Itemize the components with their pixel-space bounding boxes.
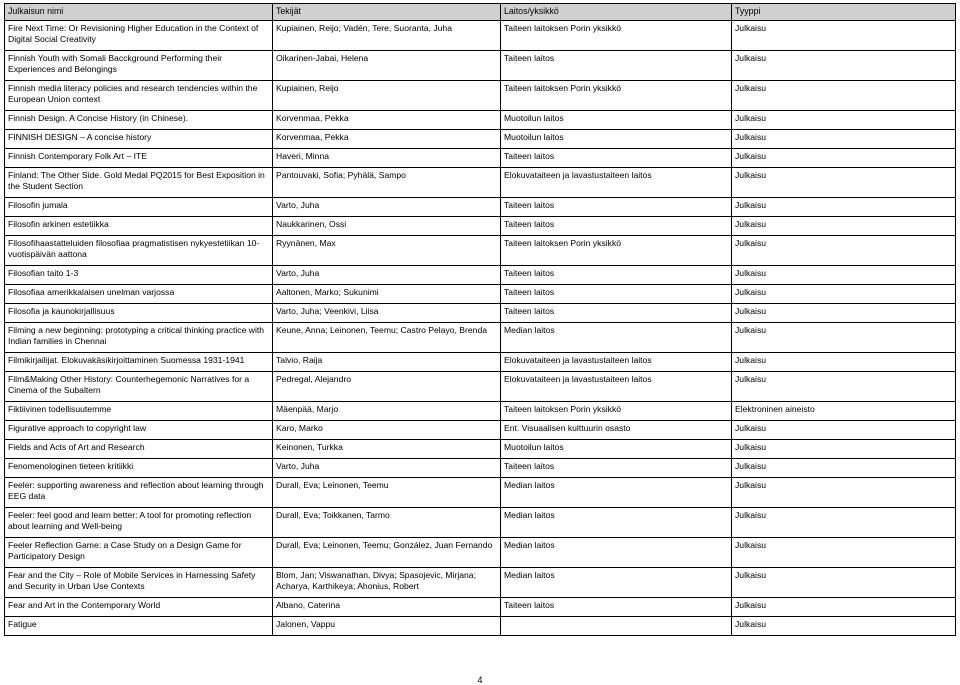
cell-authors: Kupiainen, Reijo [273, 81, 501, 111]
cell-type: Julkaisu [732, 440, 956, 459]
cell-department: Taiteen laitos [501, 198, 732, 217]
cell-authors: Varto, Juha [273, 198, 501, 217]
cell-department: Elokuvataiteen ja lavastustaiteen laitos [501, 372, 732, 402]
header-authors: Tekijät [273, 4, 501, 21]
cell-authors: Talvio, Raija [273, 353, 501, 372]
table-row [5, 538, 956, 568]
cell-authors: Durall, Eva; Leinonen, Teemu [273, 478, 501, 508]
cell-type: Julkaisu [732, 236, 956, 266]
cell-type: Julkaisu [732, 372, 956, 402]
cell-type: Julkaisu [732, 130, 956, 149]
header-title: Julkaisun nimi [5, 4, 273, 21]
cell-department: Taiteen laitoksen Porin yksikkö [501, 236, 732, 266]
cell-authors: Varto, Juha [273, 266, 501, 285]
cell-type: Julkaisu [732, 285, 956, 304]
table-row [5, 459, 956, 478]
table-row [5, 217, 956, 236]
table-row [5, 266, 956, 285]
cell-type: Julkaisu [732, 421, 956, 440]
cell-department: Taiteen laitos [501, 266, 732, 285]
table-row [5, 130, 956, 149]
cell-department: Taiteen laitos [501, 459, 732, 478]
cell-department: Taiteen laitos [501, 304, 732, 323]
cell-department: Elokuvataiteen ja lavastustaiteen laitos [501, 353, 732, 372]
table-row [5, 421, 956, 440]
table-row [5, 168, 956, 198]
cell-type: Elektroninen aineisto [732, 402, 956, 421]
cell-authors: Varto, Juha; Veenkivi, Liisa [273, 304, 501, 323]
cell-type: Julkaisu [732, 568, 956, 598]
cell-department: Median laitos [501, 568, 732, 598]
cell-type: Julkaisu [732, 168, 956, 198]
cell-authors: Mäenpää, Marjo [273, 402, 501, 421]
header-department: Laitos/yksikkö [501, 4, 732, 21]
cell-title: Fenomenologinen tieteen kritiikki [5, 459, 273, 478]
cell-authors: Karo, Marko [273, 421, 501, 440]
cell-title: Fields and Acts of Art and Research [5, 440, 273, 459]
cell-authors: Keune, Anna; Leinonen, Teemu; Castro Pelayo, Brenda [273, 323, 501, 353]
cell-department: Median laitos [501, 508, 732, 538]
table-row [5, 478, 956, 508]
table-row [5, 81, 956, 111]
cell-title: Fire Next Time: Or Revisioning Higher Education in the Context of Digital Social Creativity [5, 21, 273, 51]
cell-type: Julkaisu [732, 353, 956, 372]
cell-authors: Varto, Juha [273, 459, 501, 478]
cell-department: Elokuvataiteen ja lavastustaiteen laitos [501, 168, 732, 198]
cell-title: Finnish Youth with Somali Bacckground Performing their Experiences and Belongings [5, 51, 273, 81]
cell-department: Taiteen laitos [501, 51, 732, 81]
cell-authors: Durall, Eva; Leinonen, Teemu; González, Juan Fernando [273, 538, 501, 568]
cell-title: Finland: The Other Side. Gold Medal PQ2015 for Best Exposition in the Student Section [5, 168, 273, 198]
table-header [5, 4, 956, 21]
cell-type: Julkaisu [732, 149, 956, 168]
cell-type: Julkaisu [732, 198, 956, 217]
cell-department: Ent. Visuaalisen kulttuurin osasto [501, 421, 732, 440]
cell-type: Julkaisu [732, 459, 956, 478]
cell-type: Julkaisu [732, 21, 956, 51]
cell-type: Julkaisu [732, 81, 956, 111]
cell-authors: Pantouvaki, Sofia; Pyhälä, Sampo [273, 168, 501, 198]
cell-department: Muotoilun laitos [501, 111, 732, 130]
cell-title: Fear and the City – Role of Mobile Services in Harnessing Safety and Security in Urban Use Contexts [5, 568, 273, 598]
cell-title: Filosofin jumala [5, 198, 273, 217]
table-row [5, 51, 956, 81]
cell-title: Feeler Reflection Game: a Case Study on a Design Game for Participatory Design [5, 538, 273, 568]
cell-department: Median laitos [501, 323, 732, 353]
cell-department: Taiteen laitos [501, 598, 732, 617]
cell-title: Finnish Design. A Concise History (in Chinese). [5, 111, 273, 130]
publications-table [4, 3, 956, 636]
cell-type: Julkaisu [732, 508, 956, 538]
cell-department: Median laitos [501, 478, 732, 508]
cell-department: Taiteen laitoksen Porin yksikkö [501, 402, 732, 421]
cell-department: Taiteen laitoksen Porin yksikkö [501, 21, 732, 51]
cell-title: Filosofin arkinen estetiikka [5, 217, 273, 236]
cell-type: Julkaisu [732, 323, 956, 353]
table-row [5, 440, 956, 459]
table-row [5, 323, 956, 353]
table-row [5, 236, 956, 266]
cell-authors: Aaltonen, Marko; Sukunimi [273, 285, 501, 304]
table-row [5, 353, 956, 372]
cell-department [501, 617, 732, 636]
table-row [5, 568, 956, 598]
cell-title: Fatigue [5, 617, 273, 636]
cell-type: Julkaisu [732, 266, 956, 285]
table-row [5, 372, 956, 402]
cell-department: Muotoilun laitos [501, 130, 732, 149]
cell-department: Taiteen laitos [501, 149, 732, 168]
cell-title: Filming a new beginning: prototyping a critical thinking practice with Indian families in Chennai [5, 323, 273, 353]
cell-title: Fiktiivinen todellisuutemme [5, 402, 273, 421]
table-row [5, 598, 956, 617]
table-row [5, 111, 956, 130]
cell-type: Julkaisu [732, 478, 956, 508]
cell-authors: Naukkarinen, Ossi [273, 217, 501, 236]
cell-department: Taiteen laitos [501, 285, 732, 304]
cell-authors: Keinonen, Turkka [273, 440, 501, 459]
cell-department: Muotoilun laitos [501, 440, 732, 459]
cell-type: Julkaisu [732, 617, 956, 636]
cell-department: Median laitos [501, 538, 732, 568]
cell-title: Feeler: supporting awareness and reflection about learning through EEG data [5, 478, 273, 508]
cell-authors: Korvenmaa, Pekka [273, 130, 501, 149]
cell-department: Taiteen laitoksen Porin yksikkö [501, 81, 732, 111]
table-row [5, 617, 956, 636]
cell-authors: Oikarinen-Jabai, Helena [273, 51, 501, 81]
cell-title: Feeler: feel good and learn better: A tool for promoting reflection about learning and Well-being [5, 508, 273, 538]
cell-authors: Jalonen, Vappu [273, 617, 501, 636]
table-row [5, 285, 956, 304]
cell-title: Filosofian taito 1-3 [5, 266, 273, 285]
table-row [5, 402, 956, 421]
cell-title: FINNISH DESIGN – A concise history [5, 130, 273, 149]
cell-authors: Haveri, Minna [273, 149, 501, 168]
table-row [5, 198, 956, 217]
cell-type: Julkaisu [732, 538, 956, 568]
cell-type: Julkaisu [732, 217, 956, 236]
cell-type: Julkaisu [732, 51, 956, 81]
cell-title: Finnish Contemporary Folk Art – ITE [5, 149, 273, 168]
cell-authors: Korvenmaa, Pekka [273, 111, 501, 130]
cell-type: Julkaisu [732, 598, 956, 617]
header-row [5, 4, 956, 21]
cell-type: Julkaisu [732, 304, 956, 323]
cell-authors: Durall, Eva; Toikkanen, Tarmo [273, 508, 501, 538]
cell-authors: Kupiainen, Reijo; Vadén, Tere, Suoranta, Juha [273, 21, 501, 51]
page-number: 4 [477, 675, 483, 685]
table-row [5, 304, 956, 323]
cell-title: Film&Making Other History: Counterhegemonic Narratives for a Cinema of the Subaltern [5, 372, 273, 402]
cell-title: Filosofia ja kaunokirjallisuus [5, 304, 273, 323]
cell-authors: Blom, Jan; Viswanathan, Divya; Spasojevic, Mirjana; Acharya, Karthikeya; Ahonius, Robert [273, 568, 501, 598]
table-row [5, 508, 956, 538]
cell-title: Filosofihaastatteluiden filosofiaa pragmatistisen nykyestetiikan 10-vuotispäivän aattona [5, 236, 273, 266]
cell-authors: Pedregal, Alejandro [273, 372, 501, 402]
cell-title: Filmikirjailijat. Elokuvakäsikirjoittaminen Suomessa 1931-1941 [5, 353, 273, 372]
cell-department: Taiteen laitos [501, 217, 732, 236]
cell-title: Filosofiaa amerikkalaisen unelman varjossa [5, 285, 273, 304]
cell-authors: Ryynänen, Max [273, 236, 501, 266]
cell-type: Julkaisu [732, 111, 956, 130]
cell-title: Figurative approach to copyright law [5, 421, 273, 440]
header-type: Tyyppi [732, 4, 956, 21]
table-body [5, 21, 956, 636]
cell-title: Finnish media literacy policies and research tendencies within the European Union context [5, 81, 273, 111]
cell-title: Fear and Art in the Contemporary World [5, 598, 273, 617]
cell-authors: Albano, Caterina [273, 598, 501, 617]
table-row [5, 21, 956, 51]
table-row [5, 149, 956, 168]
